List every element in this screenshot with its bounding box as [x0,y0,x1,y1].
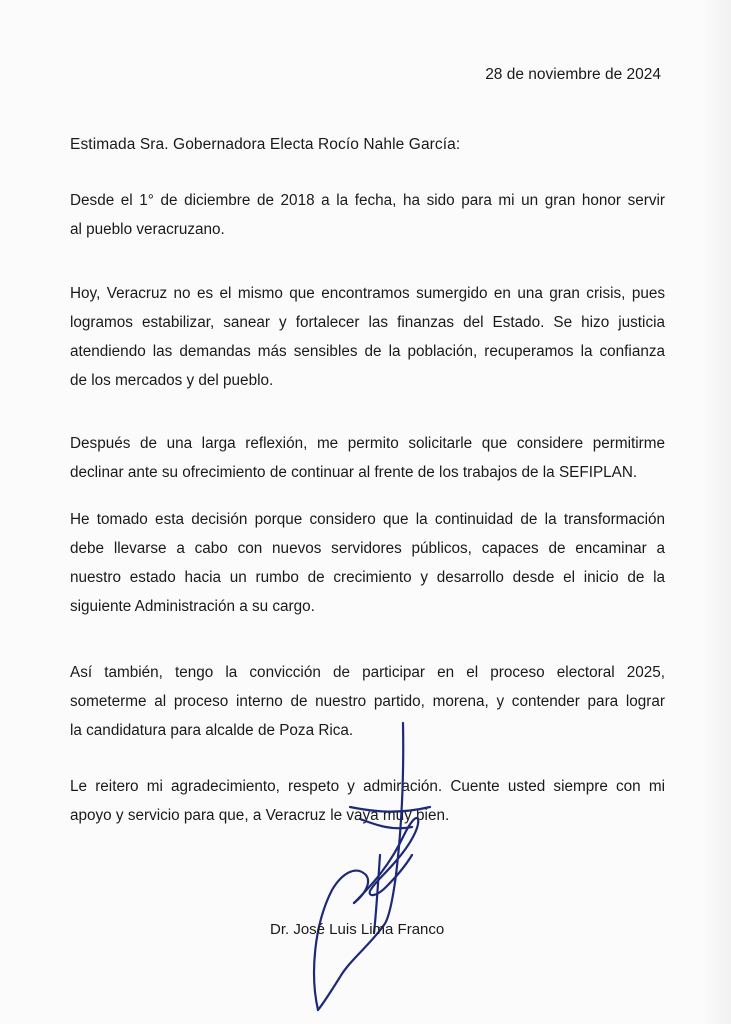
paragraph-line: He tomado esta decisión porque considero que la continuidad de la transformación [70,511,665,528]
paragraph-1 [70,186,665,244]
paragraph-line: atendiendo las demandas más sensibles de la población, recuperamos la confianza [70,343,665,360]
paragraph-2 [70,279,665,395]
paragraph-line: Desde el 1° de diciembre de 2018 a la fecha, ha sido para mi un gran honor servir [70,192,665,209]
paragraph-line: al pueblo veracruzano. [70,221,225,238]
paragraph-line: declinar ante su ofrecimiento de continuar al frente de los trabajos de la SEFIPLAN. [70,464,638,481]
signature-stroke [370,855,412,895]
signer-name: Dr. José Luis Lima Franco [270,921,445,938]
paragraph-5 [70,658,665,745]
paragraph-line: siguiente Administración a su cargo. [70,598,315,615]
paragraph-line: Le reitero mi agradecimiento, respeto y admiración. Cuente usted siempre con mi [70,778,665,795]
paragraph-line: apoyo y servicio para que, a Veracruz le vaya muy bien. [70,807,450,824]
handwritten-signature [300,715,440,1015]
paragraph-line: someterme al proceso interno de nuestro partido, morena, y contender para lograr [70,693,665,710]
paragraph-4 [70,505,665,621]
paragraph-line: Hoy, Veracruz no es el mismo que encontramos sumergido en una gran crisis, pues [70,285,665,302]
signature-stroke [314,871,368,1010]
letter-date: 28 de noviembre de 2024 [485,66,661,83]
paragraph-line: de los mercados y del pueblo. [70,372,274,389]
paragraph-line: debe llevarse a cabo con nuevos servidores públicos, capaces de encaminar a [70,540,665,557]
paragraph-line: Así también, tengo la convicción de participar en el proceso electoral 2025, [70,664,665,681]
signature-stroke [354,818,418,903]
paragraph-6 [70,772,665,830]
paragraph-3 [70,429,665,487]
paragraph-line: nuestro estado hacia un rumbo de crecimiento y desarrollo desde el inicio de la [70,569,665,586]
signature-strokes [314,723,430,1010]
paragraph-line: Después de una larga reflexión, me permito solicitarle que considere permitirme [70,435,665,452]
paragraph-line: la candidatura para alcalde de Poza Rica. [70,722,354,739]
letter-salutation: Estimada Sra. Gobernadora Electa Rocío Nahle García: [70,136,461,153]
paragraph-line: logramos estabilizar, sanear y fortalecer las finanzas del Estado. Se hizo justicia [70,314,665,331]
